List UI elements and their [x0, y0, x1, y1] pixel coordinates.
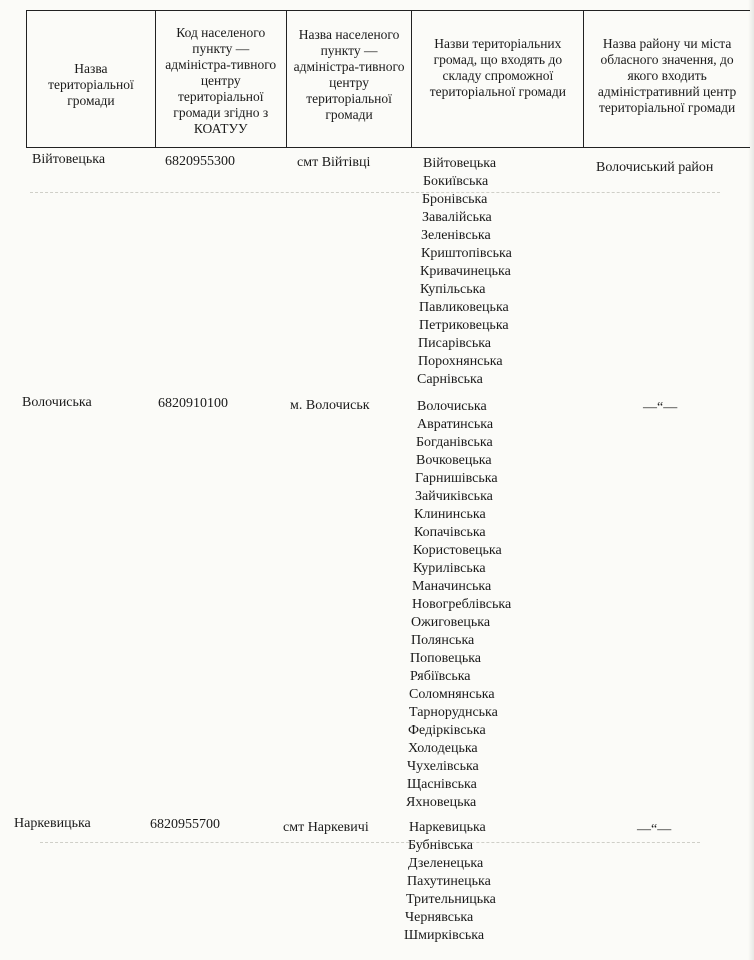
page-edge-shadow — [748, 0, 754, 960]
list-item: Щаснівська — [407, 777, 477, 792]
scan-artifact-line — [40, 842, 700, 843]
list-item: Шмирківська — [404, 928, 485, 943]
list-item: Федірківська — [408, 723, 486, 738]
list-item: Поповецька — [410, 651, 482, 666]
list-item: Авратинська — [417, 417, 494, 432]
scan-artifact-line — [30, 192, 720, 193]
list-item: Завалійська — [422, 210, 492, 225]
row-center-name: смт Наркевичі — [283, 820, 369, 835]
row-community-name: Війтовецька — [32, 152, 106, 167]
list-item: Волочиська — [417, 399, 487, 414]
row-community-name: Наркевицька — [14, 816, 91, 831]
list-item: Богданівська — [416, 435, 493, 450]
list-item: Гарнишівська — [415, 471, 498, 486]
list-item: Тарноруднська — [409, 705, 498, 720]
list-item: Павликовецька — [419, 300, 509, 315]
list-item: Клининська — [414, 507, 486, 522]
list-item: Чернявська — [405, 910, 474, 925]
list-item: Порохнянська — [418, 354, 503, 369]
table-header — [26, 10, 750, 148]
list-item: Маначинська — [412, 579, 492, 594]
list-item: Рябіївська — [410, 669, 471, 684]
list-item: Полянська — [411, 633, 475, 648]
list-item: Сарнівська — [417, 372, 483, 387]
list-item: Ожиговецька — [411, 615, 491, 630]
list-item: Купільська — [420, 282, 486, 297]
list-item: Війтовецька — [423, 156, 497, 171]
list-item: Курилівська — [413, 561, 486, 576]
list-item: Бокиївська — [423, 174, 489, 189]
row-district: —“— — [637, 822, 672, 837]
list-item: Дзеленецька — [408, 856, 484, 871]
row-koatuu-code: 6820955700 — [150, 817, 220, 832]
list-item: Наркевицька — [409, 820, 486, 835]
row-center-name: смт Війтівці — [297, 155, 371, 170]
list-item: Яхновецька — [406, 795, 477, 810]
list-item: Бронівська — [422, 192, 488, 207]
list-item: Копачівська — [414, 525, 486, 540]
list-item: Соломнянська — [409, 687, 495, 702]
row-koatuu-code: 6820955300 — [165, 154, 235, 169]
list-item: Трительницька — [406, 892, 496, 907]
row-koatuu-code: 6820910100 — [158, 396, 228, 411]
header-member-communities: Назви територіальних громад, що входять до складу спроможної територіальної громади — [412, 11, 584, 147]
list-item: Писарівська — [418, 336, 492, 351]
list-item: Криштопівська — [421, 246, 512, 261]
list-item: Зеленівська — [421, 228, 491, 243]
list-item: Вочковецька — [416, 453, 492, 468]
row-district: Волочиський район — [596, 160, 714, 175]
list-item: Петриковецька — [419, 318, 509, 333]
header-center-name: Назва населеного пункту — адміністра-тивного центру територіальної громади — [287, 11, 413, 147]
list-item: Кривачинецька — [420, 264, 511, 279]
header-district: Назва району чи міста обласного значення, до якого входить адміністративний центр територіальної громади — [597, 36, 737, 115]
list-item: Пахутинецька — [407, 874, 491, 889]
list-item: Холодецька — [408, 741, 478, 756]
header-community-name: Назва територіальної громади — [27, 11, 156, 147]
header-koatuu-code: Код населеного пункту — адміністра-тивного центру територіальної громади згідно з КОАТУУ — [156, 11, 287, 147]
list-item: Користовецька — [413, 543, 502, 558]
list-item: Бубнівська — [408, 838, 473, 853]
row-district: —“— — [643, 400, 678, 415]
row-center-name: м. Волочиськ — [290, 398, 370, 413]
list-item: Чухелівська — [407, 759, 479, 774]
row-community-name: Волочиська — [22, 395, 92, 410]
list-item: Зайчиківська — [415, 489, 493, 504]
list-item: Новогреблівська — [412, 597, 512, 612]
